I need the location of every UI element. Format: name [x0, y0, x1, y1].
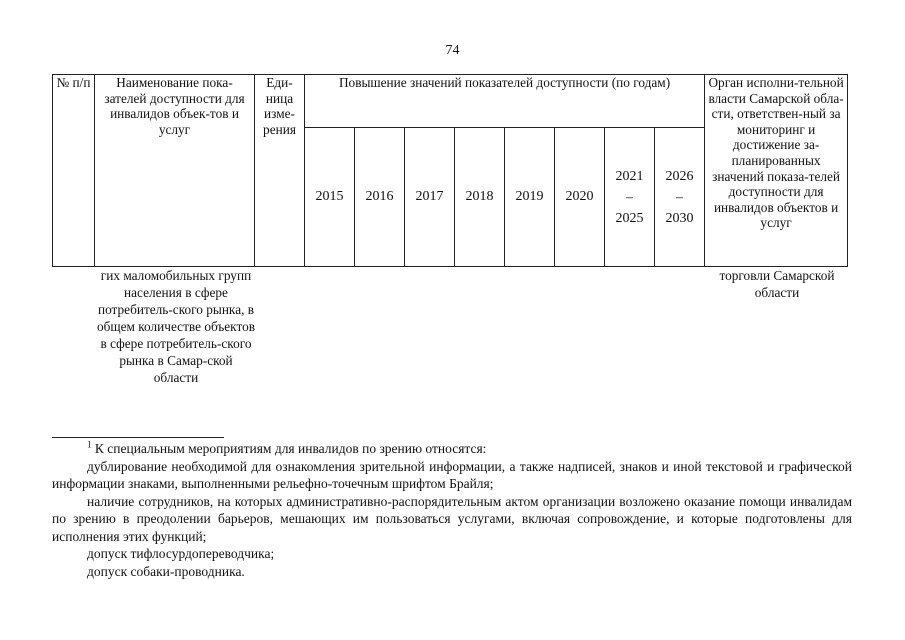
header-increase-by-years: Повышение значений показателей доступности (по годам) [305, 75, 705, 128]
continued-responsible-authority: торговли Самарской области [719, 268, 835, 300]
year-range-2026-2030 [655, 128, 705, 267]
indicators-table [52, 74, 848, 267]
year-2015: 2015 [305, 128, 355, 267]
header-responsible-authority: Орган исполни-тельной власти Самарской обла-сти, ответствен-ный за мониторинг и достижение за-планированных значений показа-телей доступности для инвалидов объектов и услуг [705, 75, 848, 267]
year-2017: 2017 [405, 128, 455, 267]
footnote-intro: $^1$ К специальным мероприятиям для инвалидов по зрению относятся: [87, 439, 487, 456]
year-2020: 2020 [555, 128, 605, 267]
year-2016: 2016 [355, 128, 405, 267]
continued-indicator-name: гих маломобильных групп населения в сфере потребитель-ского рынка, в общем количестве объектов в сфере потребитель-ского рынка в Самар-ской области [96, 268, 256, 385]
footnote-item: допуск собаки-проводника. [87, 563, 245, 579]
year-2018: 2018 [455, 128, 505, 267]
range-start: 2021 [615, 168, 644, 184]
footnote-divider [52, 437, 224, 438]
range-end: 2030 [665, 210, 694, 226]
header-number: № п/п [53, 75, 95, 267]
footnote-item: наличие сотрудников, на которых административно-распорядительным актом организации возложено оказание помощи инвалидам по зрению в преодолении барьеров, мешающих им пользоваться услугами, включая сопровождение, и которые подготовлены для исполнения этих функций; [52, 493, 852, 544]
header-unit: Еди-ница изме-рения [255, 75, 305, 267]
footnote-marker: 1 [87, 439, 92, 450]
range-dash: – [626, 189, 633, 205]
page-number: 74 [445, 43, 460, 58]
footnote-item: дублирование необходимой для ознакомления зрительной информации, а также надписей, знаков и иной текстовой и графической информации знаками, выполненными рельефно-точечным шрифтом Брайля; [52, 458, 852, 491]
footnote-item: допуск тифлосурдопереводчика; [87, 546, 275, 561]
range-end: 2025 [615, 210, 644, 226]
year-range-2021-2025 [605, 128, 655, 267]
footnotes [52, 440, 852, 580]
range-dash: – [676, 189, 684, 205]
year-2019: 2019 [505, 128, 555, 267]
range-start: 2026 [665, 168, 694, 184]
header-indicator-name: Наименование пока-зателей доступности для инвалидов объек-тов и услуг [95, 75, 255, 267]
